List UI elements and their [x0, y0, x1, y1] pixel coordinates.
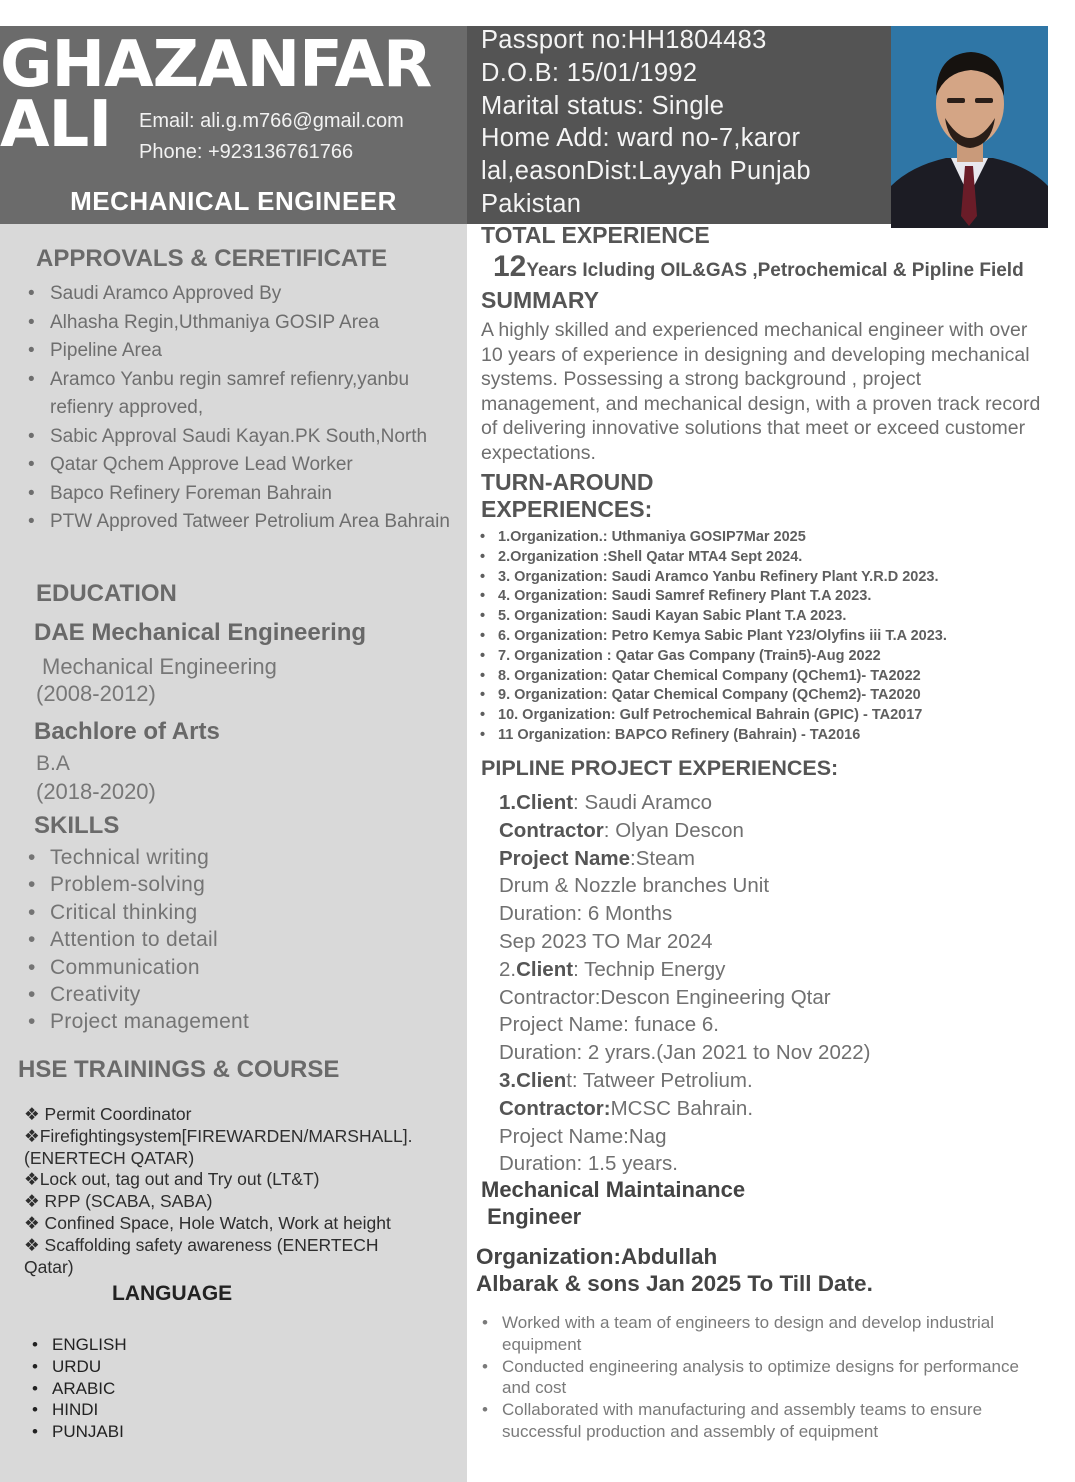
list-item: • PUNJABI: [30, 1421, 127, 1443]
list-item: • Worked with a team of engineers to design and develop industrial equipment: [480, 1312, 1050, 1356]
project-line: 1.Client: Saudi Aramco: [499, 791, 713, 814]
list-item: Qatar): [24, 1256, 74, 1277]
list-item: • 11 Organization: BAPCO Refinery (Bahrain) - TA2016: [480, 726, 947, 746]
degree-2-field: B.A: [36, 752, 70, 775]
language-list: [30, 1334, 127, 1443]
approvals-title: APPROVALS & CERETIFICATE: [36, 245, 388, 272]
list-item: • HINDI: [30, 1399, 127, 1421]
responsibilities-list: [480, 1312, 1050, 1443]
top-margin: [0, 0, 467, 26]
phone[interactable]: Phone: +923136761766: [139, 141, 354, 163]
pipeline-title: PIPLINE PROJECT EXPERIENCES:: [481, 756, 839, 780]
list-item: ❖Lock out, tag out and Try out (LT&T): [24, 1169, 320, 1190]
address-line: Home Add: ward no-7,karor: [481, 124, 801, 153]
person-portrait-icon: [891, 26, 1048, 228]
list-item: • Aramco Yanbu regin samref refienry,yanbu refienry approved,: [26, 366, 456, 423]
list-item: • 7. Organization : Qatar Gas Company (Train5)-Aug 2022: [480, 647, 947, 667]
marital-status: Marital status: Single: [481, 91, 725, 120]
degree-1-years: (2008-2012): [36, 681, 156, 706]
project-line: Duration: 1.5 years.: [499, 1152, 678, 1176]
list-item: • Qatar Qchem Approve Lead Worker: [26, 451, 456, 480]
approvals-list: [26, 280, 456, 537]
current-organization: Organization:Abdullah Albarak & sons Jan 2025 To Till Date.: [476, 1244, 873, 1296]
hse-title: HSE TRAININGS & COURSE: [18, 1056, 340, 1083]
list-item: • Alhasha Regin,Uthmaniya GOSIP Area: [26, 309, 456, 338]
project-line: Drum & Nozzle branches Unit: [499, 874, 770, 898]
job-title: MECHANICAL ENGINEER: [70, 186, 397, 216]
list-item: ❖ Permit Coordinator: [24, 1104, 192, 1124]
address-line: lal,easonDist:Layyah Punjab: [481, 157, 811, 186]
project-line: Project Name:Nag: [499, 1124, 667, 1148]
list-item: • Bapco Refinery Foreman Bahrain: [26, 480, 456, 509]
list-item: • 1.Organization.: Uthmaniya GOSIP7Mar 2025: [480, 528, 947, 548]
list-item: • Communication: [26, 954, 446, 981]
summary-text: A highly skilled and experienced mechanical engineer with over 10 years of experience in designing and developing mechanical systems. Possessing a strong background , project management, and mechanical design, with a proven track record of delivering innovative solutions that meet or exceed customer expectations.: [481, 319, 1041, 464]
date-of-birth: D.O.B: 15/01/1992: [481, 58, 698, 87]
personal-info: [481, 24, 811, 221]
list-item: ❖ RPP (SCABA, SABA): [24, 1191, 213, 1212]
list-item: ❖ Scaffolding safety awareness (ENERTECH: [24, 1234, 379, 1255]
turnaround-title: TURN-AROUND: [481, 469, 654, 495]
list-item: • Problem-solving: [26, 871, 446, 898]
degree-1: DAE Mechanical Engineering: [34, 619, 367, 646]
project-line: 3.Client: Tatweer Petrolium.: [499, 1068, 753, 1092]
project-line: Sep 2023 TO Mar 2024: [499, 929, 713, 953]
list-item: • Conducted engineering analysis to optimize designs for performance and cost: [480, 1356, 1050, 1400]
list-item: • PTW Approved Tatweer Petrolium Area Bahrain: [26, 508, 456, 537]
list-item: • Attention to detail: [26, 926, 446, 953]
project-line: Contractor:Descon Engineering Qtar: [499, 985, 831, 1009]
project-line: 2.Client: Technip Energy: [499, 957, 726, 981]
list-item: • Project management: [26, 1008, 446, 1035]
list-item: (ENERTECH QATAR): [24, 1147, 195, 1168]
experience-detail: Years Icluding OIL&GAS ,Petrochemical & Pipline Field: [526, 260, 1024, 281]
education-title: EDUCATION: [36, 580, 177, 607]
list-item: • 5. Organization: Saudi Kayan Sabic Plant T.A 2023.: [480, 607, 947, 627]
degree-2: Bachlore of Arts: [34, 718, 220, 745]
list-item: • 2.Organization :Shell Qatar MTA4 Sept 2024.: [480, 548, 947, 568]
project-line: Contractor: Olyan Descon: [499, 818, 744, 842]
first-name: GHAZANFAR: [0, 28, 432, 102]
project-line: Project Name:Steam: [499, 846, 695, 870]
list-item: • Creativity: [26, 981, 446, 1008]
last-name: ALI: [0, 88, 112, 162]
skills-list: [26, 844, 446, 1036]
list-item: • Critical thinking: [26, 899, 446, 926]
list-item: • ENGLISH: [30, 1334, 127, 1356]
project-line: Project Name: funace 6.: [499, 1013, 719, 1037]
language-title: LANGUAGE: [112, 1282, 233, 1305]
maintenance-title: Mechanical Maintainance Engineer: [481, 1177, 746, 1229]
passport-number: Passport no:HH1804483: [481, 26, 767, 54]
skills-title: SKILLS: [34, 812, 120, 839]
project-line: Duration: 6 Months: [499, 902, 673, 926]
list-item: • Technical writing: [26, 844, 446, 871]
pipeline-projects: [499, 789, 870, 1178]
turnaround-list: [480, 528, 947, 746]
experience-summary: [493, 250, 1024, 284]
email[interactable]: Email: ali.g.m766@gmail.com: [139, 110, 404, 132]
list-item: • 4. Organization: Saudi Samref Refinery Plant T.A 2023.: [480, 587, 947, 607]
list-item: • Sabic Approval Saudi Kayan.PK South,North: [26, 423, 456, 452]
list-item: • 10. Organization: Gulf Petrochemical Bahrain (GPIC) - TA2017: [480, 706, 947, 726]
project-line: Duration: 2 yrars.(Jan 2021 to Nov 2022): [499, 1041, 871, 1065]
list-item: • URDU: [30, 1356, 127, 1378]
list-item: • 8. Organization: Qatar Chemical Company (QChem1)- TA2022: [480, 667, 947, 687]
list-item: • 3. Organization: Saudi Aramco Yanbu Refinery Plant Y.R.D 2023.: [480, 568, 947, 588]
list-item: • ARABIC: [30, 1378, 127, 1400]
degree-1-field: Mechanical Engineering: [42, 654, 277, 679]
list-item: • Pipeline Area: [26, 337, 456, 366]
summary-title: SUMMARY: [481, 287, 599, 313]
degree-2-years: (2018-2020): [36, 779, 156, 804]
hse-list: [24, 1104, 444, 1278]
address-line: Pakistan: [481, 189, 582, 218]
list-item: • Collaborated with manufacturing and assembly teams to ensure successful production and assembly of equipment: [480, 1399, 1050, 1443]
list-item: • Saudi Aramco Approved By: [26, 280, 456, 309]
list-item: • 6. Organization: Petro Kemya Sabic Plant Y23/Olyfins iii T.A 2023.: [480, 627, 947, 647]
experience-title: TOTAL EXPERIENCE: [481, 222, 710, 248]
profile-photo: [891, 26, 1048, 228]
experience-years: 12: [493, 250, 527, 283]
list-item: ❖ Confined Space, Hole Watch, Work at height: [24, 1212, 391, 1233]
project-line: Contractor:MCSC Bahrain.: [499, 1096, 754, 1120]
turnaround-title-2: EXPERIENCES:: [481, 496, 653, 522]
list-item: ❖Firefightingsystem[FIREWARDEN/MARSHALL].: [24, 1125, 413, 1146]
list-item: • 9. Organization: Qatar Chemical Company (QChem2)- TA2020: [480, 686, 947, 706]
